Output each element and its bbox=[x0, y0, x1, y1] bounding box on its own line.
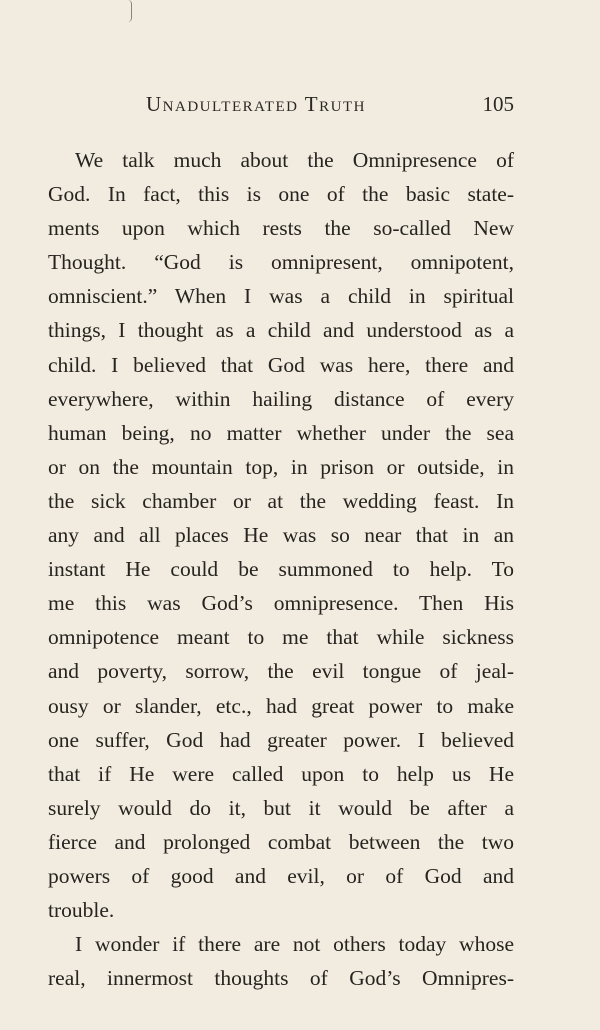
text-line: and poverty, sorrow, the evil tongue of jeal- bbox=[48, 659, 514, 684]
paragraph bbox=[48, 143, 514, 927]
body-text bbox=[48, 143, 514, 995]
text-line: real, innermost thoughts of God’s Omnipres- bbox=[48, 966, 514, 991]
text-line: instant He could be summoned to help. To bbox=[48, 557, 514, 582]
text-line: child. I believed that God was here, there and bbox=[48, 352, 514, 377]
running-head bbox=[48, 92, 514, 122]
text-line: everywhere, within hailing distance of every bbox=[48, 386, 514, 411]
text-line: me this was God’s omnipresence. Then His bbox=[48, 591, 514, 616]
text-line: omniscient.” When I was a child in spiritual bbox=[48, 284, 514, 309]
text-line: ments upon which rests the so-called New bbox=[48, 216, 514, 241]
text-line: things, I thought as a child and understood as a bbox=[48, 318, 514, 343]
text-line: surely would do it, but it would be after a bbox=[48, 795, 514, 820]
page-number: 105 bbox=[482, 92, 514, 116]
paragraph bbox=[48, 927, 514, 995]
text-line: or on the mountain top, in prison or outside, in bbox=[48, 454, 514, 479]
text-line: fierce and prolonged combat between the two bbox=[48, 829, 514, 854]
text-line: ousy or slander, etc., had great power to make bbox=[48, 693, 514, 718]
text-line: God. In fact, this is one of the basic state- bbox=[48, 182, 514, 207]
text-line: that if He were called upon to help us He bbox=[48, 761, 514, 786]
text-line: one suffer, God had greater power. I believed bbox=[48, 727, 514, 752]
running-title: Unadulterated Truth bbox=[146, 92, 366, 116]
text-line: the sick chamber or at the wedding feast. In bbox=[48, 488, 514, 513]
text-line: We talk much about the Omnipresence of bbox=[75, 148, 514, 172]
text-line: powers of good and evil, or of God and bbox=[48, 863, 514, 888]
text-line: Thought. “God is omnipresent, omnipotent, bbox=[48, 250, 514, 275]
page-edge-mark bbox=[128, 0, 132, 22]
text-line: I wonder if there are not others today whose bbox=[75, 932, 514, 957]
text-line: omnipotence meant to me that while sickness bbox=[48, 625, 514, 650]
text-line: any and all places He was so near that in an bbox=[48, 523, 514, 548]
text-line: human being, no matter whether under the sea bbox=[48, 420, 514, 445]
text-line: trouble. bbox=[48, 898, 115, 923]
